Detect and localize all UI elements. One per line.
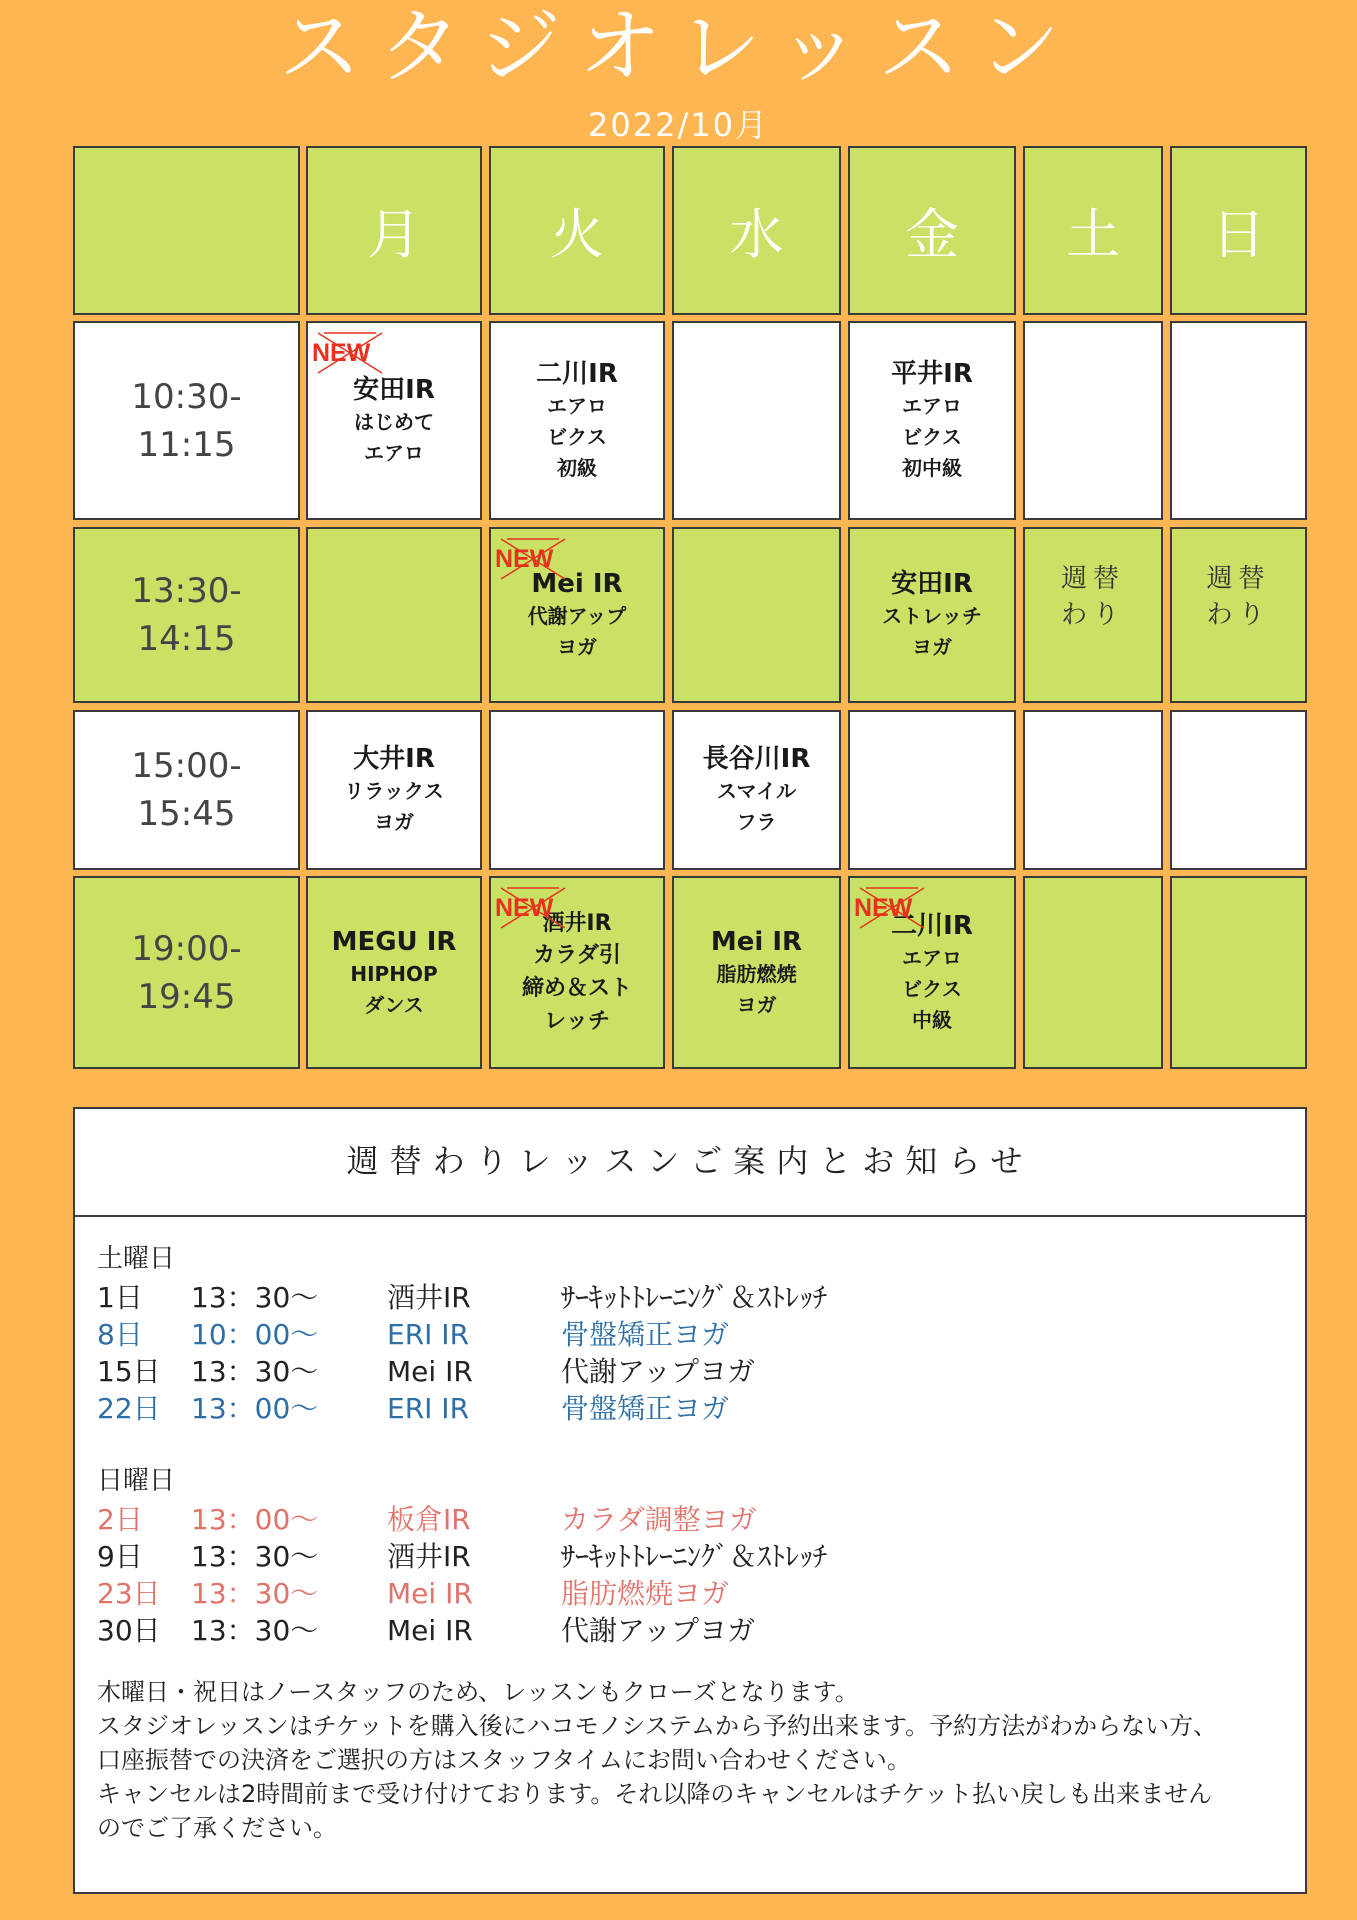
lesson-desc: ヨガ <box>374 810 414 834</box>
empty-cell <box>1023 710 1163 870</box>
row-day: 22日 <box>97 1392 161 1425</box>
row-lesson: 脂肪燃焼ヨガ <box>561 1577 730 1610</box>
lesson-desc: カラダ引 <box>533 942 621 968</box>
new-label: NEW <box>312 339 371 367</box>
schedule-row <box>97 1501 1292 1538</box>
lesson-desc: リラックス <box>344 779 444 803</box>
empty-cell <box>1170 321 1307 520</box>
alternating-label: わり <box>1206 600 1271 630</box>
instructor-name: 二川IR <box>536 359 618 389</box>
lesson-cell[interactable] <box>306 710 482 870</box>
instructor-name: 酒井IR <box>542 910 612 936</box>
row-day: 15日 <box>97 1355 161 1388</box>
lesson-desc: ヨガ <box>912 635 952 659</box>
day-label: 土 <box>1066 203 1120 266</box>
row-day: 8日 <box>97 1318 143 1351</box>
time-end: 15:45 <box>137 794 236 834</box>
row-instructor: 板倉IR <box>387 1503 471 1536</box>
sunday-title: 日曜日 <box>97 1466 176 1496</box>
instructor-name: Mei IR <box>710 926 803 957</box>
lesson-desc: ダンス <box>364 992 424 1017</box>
lesson-desc: ストレッチ <box>882 604 982 628</box>
row-instructor: 酒井IR <box>387 1281 471 1314</box>
alternating-lesson-cell[interactable] <box>1170 527 1307 703</box>
row-time: 13：30～ <box>191 1281 319 1314</box>
lesson-cell[interactable] <box>306 876 482 1069</box>
empty-cell <box>848 710 1016 870</box>
lesson-cell[interactable] <box>848 321 1016 520</box>
empty-cell <box>1023 876 1163 1069</box>
day-label: 日 <box>1211 203 1266 266</box>
instructor-name: 二川IR <box>891 911 973 941</box>
lesson-desc: 締め＆スト <box>521 975 632 1001</box>
row-time: 13：30～ <box>191 1540 319 1573</box>
lesson-desc: 中級 <box>912 1008 952 1032</box>
empty-cell <box>306 527 482 703</box>
instructor-name: 大井IR <box>353 744 435 774</box>
new-label: NEW <box>495 894 554 922</box>
instructor-name: 安田IR <box>353 374 435 405</box>
note-line: 木曜日・祝日はノースタッフのため、レッスンもクローズとなります。 <box>97 1678 859 1706</box>
row-instructor: ERI IR <box>387 1318 470 1351</box>
page-title: スタジオレッスン <box>278 0 1079 95</box>
day-header-wed <box>672 146 841 315</box>
row-lesson: カラダ調整ヨガ <box>561 1503 757 1536</box>
time-end: 19:45 <box>137 976 236 1017</box>
day-header-fri <box>848 146 1016 315</box>
new-label: NEW <box>495 545 554 573</box>
instructor-name: Mei IR <box>531 569 623 599</box>
new-badge <box>493 535 573 581</box>
empty-cell <box>1023 321 1163 520</box>
row-day: 30日 <box>97 1614 161 1647</box>
note-line: 口座振替での決済をご選択の方はスタッフタイムにお問い合わせください。 <box>97 1746 911 1774</box>
alternating-lesson-cell[interactable] <box>1023 527 1163 703</box>
lesson-desc: はじめて <box>354 409 434 434</box>
schedule-row <box>97 1390 1292 1427</box>
sunday-list <box>97 1501 1292 1649</box>
row-time: 13：30～ <box>191 1355 319 1388</box>
note-line: キャンセルは2時間前まで受け付けております。それ以降のキャンセルはチケット払い戻しも出来ません <box>97 1780 1213 1808</box>
lesson-desc: 脂肪燃焼 <box>716 961 797 986</box>
time-cell <box>73 527 300 703</box>
lesson-desc: エアロ <box>364 440 424 465</box>
lesson-desc: ヨガ <box>557 635 597 659</box>
schedule-row <box>97 1353 1292 1390</box>
row-time: 13：00～ <box>191 1392 319 1425</box>
lesson-desc: 初級 <box>557 456 597 480</box>
lesson-desc: ヨガ <box>736 992 777 1017</box>
day-label: 火 <box>550 203 604 266</box>
instructor-name: 長谷川IR <box>702 744 811 774</box>
saturday-list <box>97 1279 1292 1427</box>
row-time: 13：00～ <box>191 1503 319 1536</box>
info-body <box>97 1243 1292 1845</box>
row-lesson: 骨盤矯正ヨガ <box>561 1318 730 1351</box>
row-day: 2日 <box>97 1503 143 1536</box>
row-lesson: ｻｰｷｯﾄﾄﾚｰﾆﾝｸﾞ＆ｽﾄﾚｯﾁ <box>561 1540 828 1573</box>
lesson-desc: ビクス <box>902 425 962 449</box>
schedule-row <box>97 1538 1292 1575</box>
day-header-sun <box>1170 146 1307 315</box>
day-header-tue <box>489 146 665 315</box>
lesson-desc: ビクス <box>547 425 607 449</box>
row-lesson: 骨盤矯正ヨガ <box>561 1392 730 1425</box>
lesson-desc: HIPHOP <box>350 961 438 986</box>
empty-cell <box>1170 876 1307 1069</box>
instructor-name: MEGU IR <box>331 926 457 957</box>
lesson-desc: スマイル <box>716 779 797 803</box>
row-lesson: ｻｰｷｯﾄﾄﾚｰﾆﾝｸﾞ＆ｽﾄﾚｯﾁ <box>561 1281 828 1314</box>
empty-cell <box>672 527 841 703</box>
info-heading: 週替わりレッスンご案内とお知らせ <box>75 1109 1305 1217</box>
lesson-cell[interactable] <box>848 527 1016 703</box>
row-time: 10：00～ <box>191 1318 319 1351</box>
lesson-desc: ビクス <box>902 977 962 1001</box>
lesson-desc: エアロ <box>902 946 962 970</box>
time-cell <box>73 876 300 1069</box>
info-panel <box>73 1107 1307 1894</box>
lesson-cell[interactable] <box>489 876 665 1069</box>
lesson-desc: エアロ <box>547 394 607 418</box>
row-day: 1日 <box>97 1281 143 1314</box>
row-instructor: Mei IR <box>387 1614 473 1647</box>
notes <box>97 1675 1292 1845</box>
instructor-name: 安田IR <box>891 569 973 599</box>
row-time: 13：30～ <box>191 1577 319 1610</box>
row-instructor: Mei IR <box>387 1355 473 1388</box>
lesson-desc: レッチ <box>544 1008 610 1034</box>
lesson-cell[interactable] <box>848 876 1016 1069</box>
note-line: のでご了承ください。 <box>97 1814 337 1842</box>
row-day: 9日 <box>97 1540 143 1573</box>
time-end: 11:15 <box>137 424 236 465</box>
new-badge <box>310 329 390 375</box>
instructor-name: 平井IR <box>891 359 973 389</box>
day-label: 水 <box>729 203 784 266</box>
note-line: スタジオレッスンはチケットを購入後にハコモノシステムから予約出来ます。予約方法がわからない方、 <box>97 1712 1218 1740</box>
schedule-row <box>97 1316 1292 1353</box>
header-corner <box>73 146 300 315</box>
lesson-cell[interactable] <box>672 876 841 1069</box>
time-cell <box>73 321 300 520</box>
lesson-cell[interactable] <box>672 710 841 870</box>
day-label: 金 <box>905 203 959 266</box>
row-instructor: 酒井IR <box>387 1540 471 1573</box>
new-label: NEW <box>854 894 913 922</box>
month-subtitle: 2022/10月 <box>588 106 769 144</box>
lesson-cell[interactable] <box>489 527 665 703</box>
lesson-cell[interactable] <box>489 321 665 520</box>
schedule-row <box>97 1575 1292 1612</box>
new-badge <box>493 884 573 930</box>
time-start: 19:00- <box>131 928 242 969</box>
lesson-desc: 初中級 <box>902 456 962 480</box>
day-label: 月 <box>367 203 421 266</box>
empty-cell <box>489 710 665 870</box>
time-start: 13:30- <box>131 571 242 611</box>
time-end: 14:15 <box>137 619 236 659</box>
alternating-label: わり <box>1060 600 1125 630</box>
new-badge <box>852 884 932 930</box>
alternating-label: 週替 <box>1206 564 1271 594</box>
day-header-mon <box>306 146 482 315</box>
schedule-row <box>97 1612 1292 1649</box>
time-start: 15:00- <box>131 746 242 786</box>
time-cell <box>73 710 300 870</box>
row-day: 23日 <box>97 1577 161 1610</box>
saturday-title: 土曜日 <box>97 1244 176 1274</box>
time-start: 10:30- <box>131 376 242 417</box>
row-lesson: 代謝アップヨガ <box>561 1614 756 1647</box>
lesson-cell[interactable] <box>306 321 482 520</box>
alternating-label: 週替 <box>1060 564 1125 594</box>
row-time: 13：30～ <box>191 1614 319 1647</box>
row-instructor: Mei IR <box>387 1577 473 1610</box>
lesson-desc: 代謝アップ <box>527 604 627 628</box>
empty-cell <box>1170 710 1307 870</box>
schedule-row <box>97 1279 1292 1316</box>
lesson-desc: エアロ <box>902 394 962 418</box>
empty-cell <box>672 321 841 520</box>
lesson-desc: フラ <box>736 810 777 834</box>
day-header-sat <box>1023 146 1163 315</box>
row-instructor: ERI IR <box>387 1392 470 1425</box>
row-lesson: 代謝アップヨガ <box>561 1355 756 1388</box>
